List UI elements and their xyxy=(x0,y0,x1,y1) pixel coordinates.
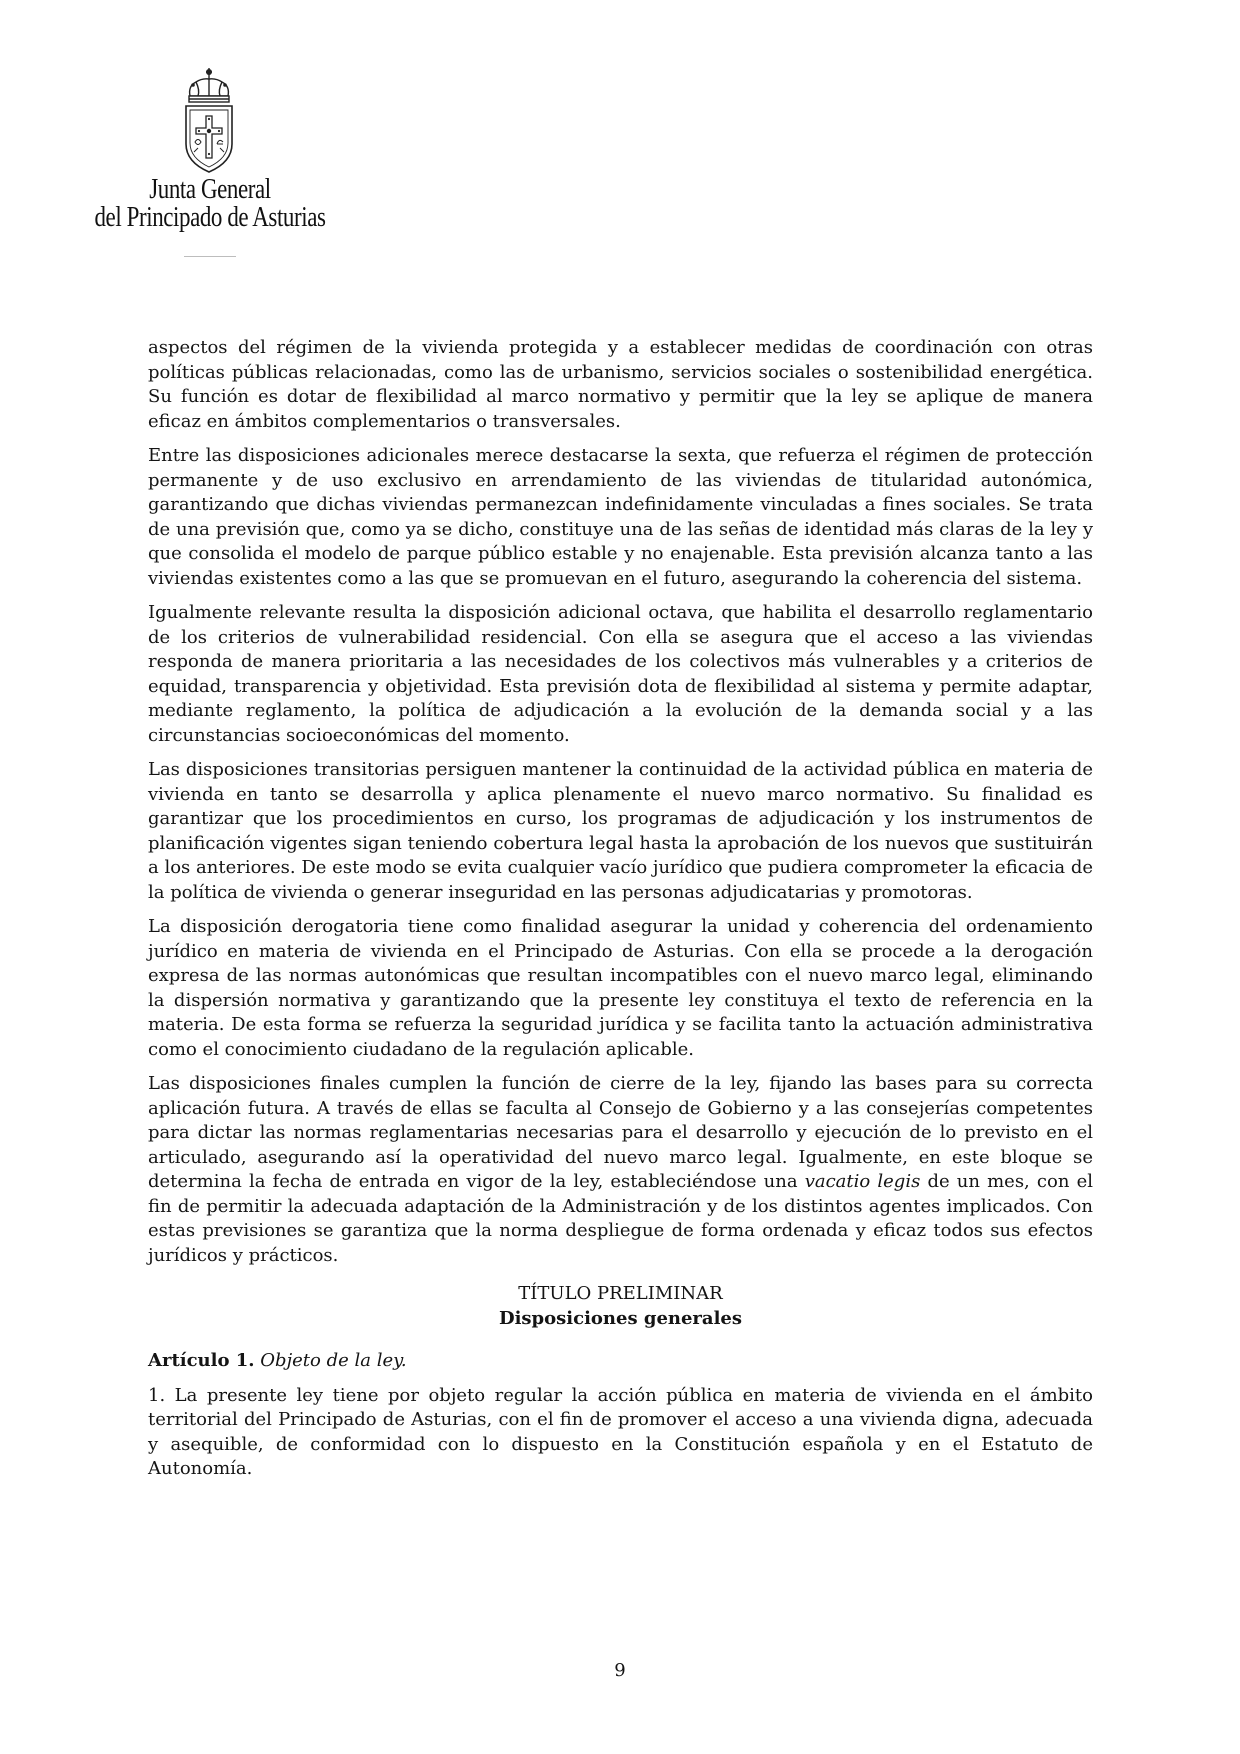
letterhead xyxy=(60,60,360,260)
paragraph: aspectos del régimen de la vivienda protegida y a establecer medidas de coordinación con otras políticas públicas relacionadas, como las de urbanismo, servicios sociales o sostenibilidad energética. Su función es dotar de flexibilidad al marco normativo y permitir que la ley se aplique de manera eficaz en ámbitos complementarios o transversales. xyxy=(148,337,1093,432)
article-number: Artículo 1. xyxy=(148,1350,255,1371)
paragraph-text: Las disposiciones finales cumplen la función de cierre de la ley, fijando las bases para su correcta aplicación futura. A través de ellas se faculta al Consejo de Gobierno y a las consejerías competentes para dictar las normas reglamentarias necesarias para el desarrollo y ejecución de lo previsto en el articulado, asegurando así la operatividad del nuevo marco legal. Igualmente, en este bloque se determina la fecha de entrada en vigor de la ley, estableciéndose una xyxy=(148,1073,1093,1192)
final-provisions-paragraph xyxy=(148,1072,1093,1268)
article-heading xyxy=(148,1349,1093,1374)
organization-name-line2: del Principado de Asturias xyxy=(94,202,326,233)
paragraph: La disposición derogatoria tiene como finalidad asegurar la unidad y coherencia del ordenamiento jurídico en materia de vivienda en el Principado de Asturias. Con ella se procede a la derogación expresa de las normas autonómicas que resultan incompatibles con el nuevo marco legal, eliminando la dispersión normativa y garantizando que la presente ley constituya el texto de referencia en la materia. De esta forma se refuerza la seguridad jurídica y se facilita tanto la actuación administrativa como el conocimiento ciudadano de la regulación aplicable. xyxy=(148,916,1093,1060)
header-divider xyxy=(184,256,236,257)
organization-name-line1: Junta General xyxy=(149,174,271,205)
asturias-coat-of-arms-icon xyxy=(178,66,240,176)
page-number: 9 xyxy=(614,1660,626,1681)
title-label: TÍTULO PRELIMINAR xyxy=(518,1283,723,1304)
latin-term: vacatio legis xyxy=(804,1171,921,1192)
title-heading xyxy=(148,1282,1093,1331)
article-paragraph: 1. La presente ley tiene por objeto regular la acción pública en materia de vivienda en el ámbito territorial del Principado de Asturias, con el fin de promover el acceso a una vivienda digna, adecuada y asequible, de conformidad con lo dispuesto en la Constitución española y en el Estatuto de Autonomía. xyxy=(148,1384,1093,1479)
paragraph: Las disposiciones transitorias persiguen mantener la continuidad de la actividad pública en materia de vivienda en tanto se desarrolla y aplica plenamente el nuevo marco normativo. Su finalidad es garantizar que los procedimientos en curso, los programas de adjudicación y los instrumentos de planificación vigentes sigan teniendo cobertura legal hasta la aprobación de los nuevos que sustituirán a los anteriores. De este modo se evita cualquier vacío jurídico que pudiera comprometer la eficacia de la política de vivienda o generar inseguridad en las personas adjudicatarias y promotoras. xyxy=(148,759,1093,903)
paragraph-text: de un mes, con el fin de permitir la adecuada adaptación de la Administración y de los distintos agentes implicados. Con estas previsiones se garantiza que la norma despliegue de forma ordenada y eficaz todos sus efectos jurídicos y prácticos. xyxy=(148,1171,1093,1266)
paragraph: Igualmente relevante resulta la disposición adicional octava, que habilita el desarrollo reglamentario de los criterios de vulnerabilidad residencial. Con ella se asegura que el acceso a las viviendas responda de manera prioritaria a las necesidades de los colectivos más vulnerables y a criterios de equidad, transparencia y objetividad. Esta previsión dota de flexibilidad al sistema y permite adaptar, mediante reglamento, la política de adjudicación a la evolución de la demanda social y a las circunstancias socioeconómicas del momento. xyxy=(148,602,1093,746)
article-title: Objeto de la ley. xyxy=(260,1350,407,1371)
title-subheading: Disposiciones generales xyxy=(498,1307,743,1329)
document-body xyxy=(148,336,1093,1492)
paragraph: Entre las disposiciones adicionales merece destacarse la sexta, que refuerza el régimen de protección permanente y de uso exclusivo en arrendamiento de las viviendas de titularidad autonómica, garantizando que dichas viviendas permanezcan indefinidamente vinculadas a fines sociales. Se trata de una previsión que, como ya se dicho, constituye una de las señas de identidad más claras de la ley y que consolida el modelo de parque público estable y no enajenable. Esta previsión alcanza tanto a las viviendas existentes como a las que se promuevan en el futuro, asegurando la coherencia del sistema. xyxy=(148,445,1093,589)
organization-name xyxy=(87,176,333,232)
